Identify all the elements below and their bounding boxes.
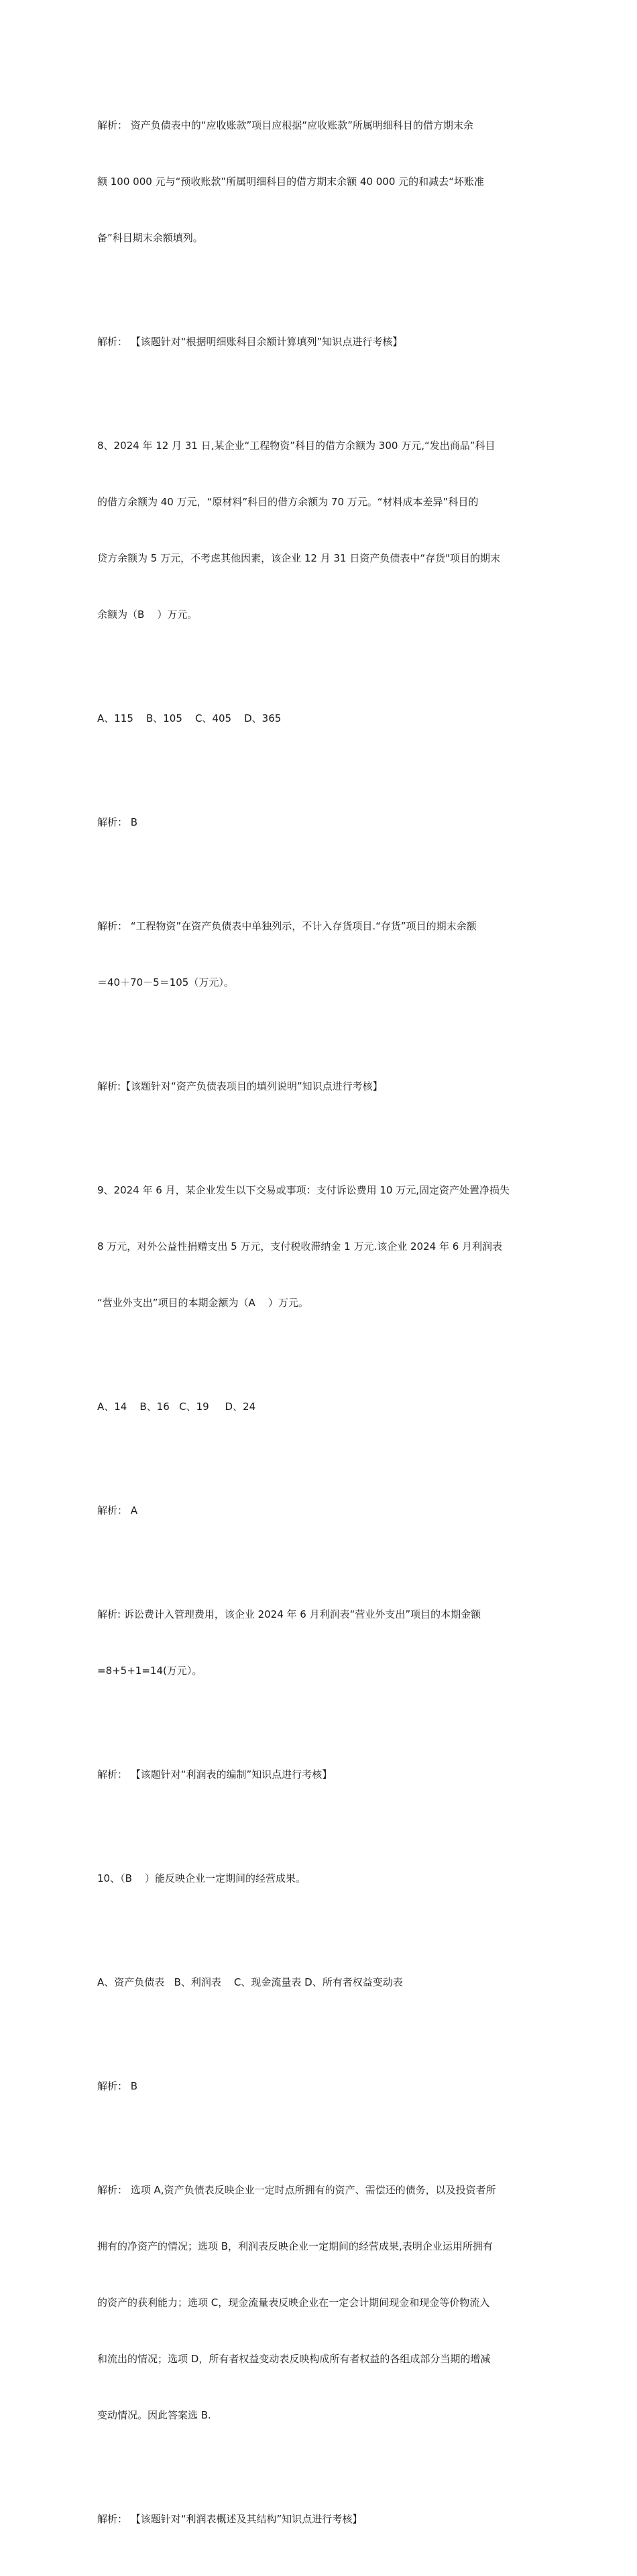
question-10-options bbox=[97, 1935, 543, 2029]
text-line: 解析: 诉讼费计入管理费用，该企业 2024 年 6 月利润表“营业外支出”项目的本期金额 bbox=[97, 1608, 481, 1620]
text-line: 拥有的净资产的情况；选项 B，利润表反映企业一定期间的经营成果,表明企业运用所拥有 bbox=[97, 2240, 493, 2252]
text-line: 的资产的获利能力；选项 C，现金流量表反映企业在一定会计期间现金和现金等价物流入 bbox=[97, 2297, 490, 2309]
text-line: 解析： “工程物资”在资产负债表中单独列示，不计入存货项目.“存货”项目的期末余额 bbox=[97, 920, 477, 932]
document-page bbox=[97, 78, 543, 2576]
question-9-answer bbox=[97, 1464, 543, 1557]
question-8 bbox=[97, 399, 543, 661]
text-line: A、资产负债表 B、利润表 C、现金流量表 D、所有者权益变动表 bbox=[97, 1976, 403, 1988]
text-line: 8、2024 年 12 月 31 日,某企业“工程物资”科目的借方余额为 300 万元,“发出商品”科目 bbox=[97, 440, 496, 452]
text-line: 解析： A bbox=[97, 1504, 138, 1517]
question-8-analysis bbox=[97, 879, 543, 1029]
text-line: 解析： 资产负债表中的“应收账款”项目应根据“应收账款”所属明细科目的借方期末余 bbox=[97, 119, 473, 131]
text-line: =8+5+1=14(万元）。 bbox=[97, 1665, 202, 1677]
question-8-note bbox=[97, 1039, 543, 1133]
text-line: 的借方余额为 40 万元，“原材料”科目的借方余额为 70 万元。“材料成本差异”科目的 bbox=[97, 496, 479, 508]
text-line: 解析:【该题针对“资产负债表项目的填列说明”知识点进行考核】 bbox=[97, 1080, 383, 1092]
text-line: 余额为（B ）万元。 bbox=[97, 608, 198, 621]
question-10-answer bbox=[97, 2039, 543, 2133]
text-line: 解析： 【该题针对“利润表概述及其结构”知识点进行考核】 bbox=[97, 2513, 363, 2525]
text-line: A、14 B、16 C、19 D、24 bbox=[97, 1401, 256, 1413]
text-line: 解析： B bbox=[97, 2080, 138, 2092]
text-line: 8 万元，对外公益性捐赠支出 5 万元，支付税收滞纳金 1 万元.该企业 2024 年 6 月利润表 bbox=[97, 1240, 503, 1252]
text-line: 和流出的情况；选项 D，所有者权益变动表反映构成所有者权益的各组成部分当期的增减 bbox=[97, 2353, 491, 2365]
text-line: 解析： 【该题针对“利润表的编制”知识点进行考核】 bbox=[97, 1768, 333, 1781]
text-line: ＝40＋70－5＝105（万元）。 bbox=[97, 976, 234, 988]
question-10 bbox=[97, 1831, 543, 1925]
text-line: 备”科目期末余额填列。 bbox=[97, 232, 203, 244]
question-10-note bbox=[97, 2472, 543, 2566]
question-9-analysis bbox=[97, 1567, 543, 1718]
question-10-analysis bbox=[97, 2143, 543, 2462]
analysis-note-paragraph bbox=[97, 295, 543, 389]
text-line: 解析： 【该题针对“根据明细账科目余额计算填列”知识点进行考核】 bbox=[97, 336, 403, 348]
text-line: 额 100 000 元与“预收账款”所属明细科目的借方期末余额 40 000 元的和减去“坏账准 bbox=[97, 176, 484, 188]
text-line: 变动情况。因此答案选 B. bbox=[97, 2409, 211, 2421]
text-line: 贷方余额为 5 万元，不考虑其他因素，该企业 12 月 31 日资产负债表中“存货"项目的期末 bbox=[97, 552, 500, 564]
text-line: A、115 B、105 C、405 D、365 bbox=[97, 712, 282, 724]
question-9-options bbox=[97, 1360, 543, 1454]
text-line: 10、（B ）能反映企业一定期间的经营成果。 bbox=[97, 1872, 306, 1884]
text-line: “营业外支出”项目的本期金额为（A ）万元。 bbox=[97, 1297, 308, 1309]
text-line: 9、2024 年 6 月，某企业发生以下交易或事项：支付诉讼费用 10 万元,固定资产处置净损失 bbox=[97, 1184, 510, 1196]
analysis-paragraph-receivables bbox=[97, 78, 543, 285]
question-8-answer bbox=[97, 775, 543, 869]
question-9-note bbox=[97, 1728, 543, 1821]
text-line: 解析： B bbox=[97, 816, 138, 828]
question-9 bbox=[97, 1143, 543, 1350]
question-8-options bbox=[97, 671, 543, 765]
text-line: 解析： 选项 A,资产负债表反映企业一定时点所拥有的资产、需偿还的债务，以及投资者所 bbox=[97, 2184, 496, 2196]
